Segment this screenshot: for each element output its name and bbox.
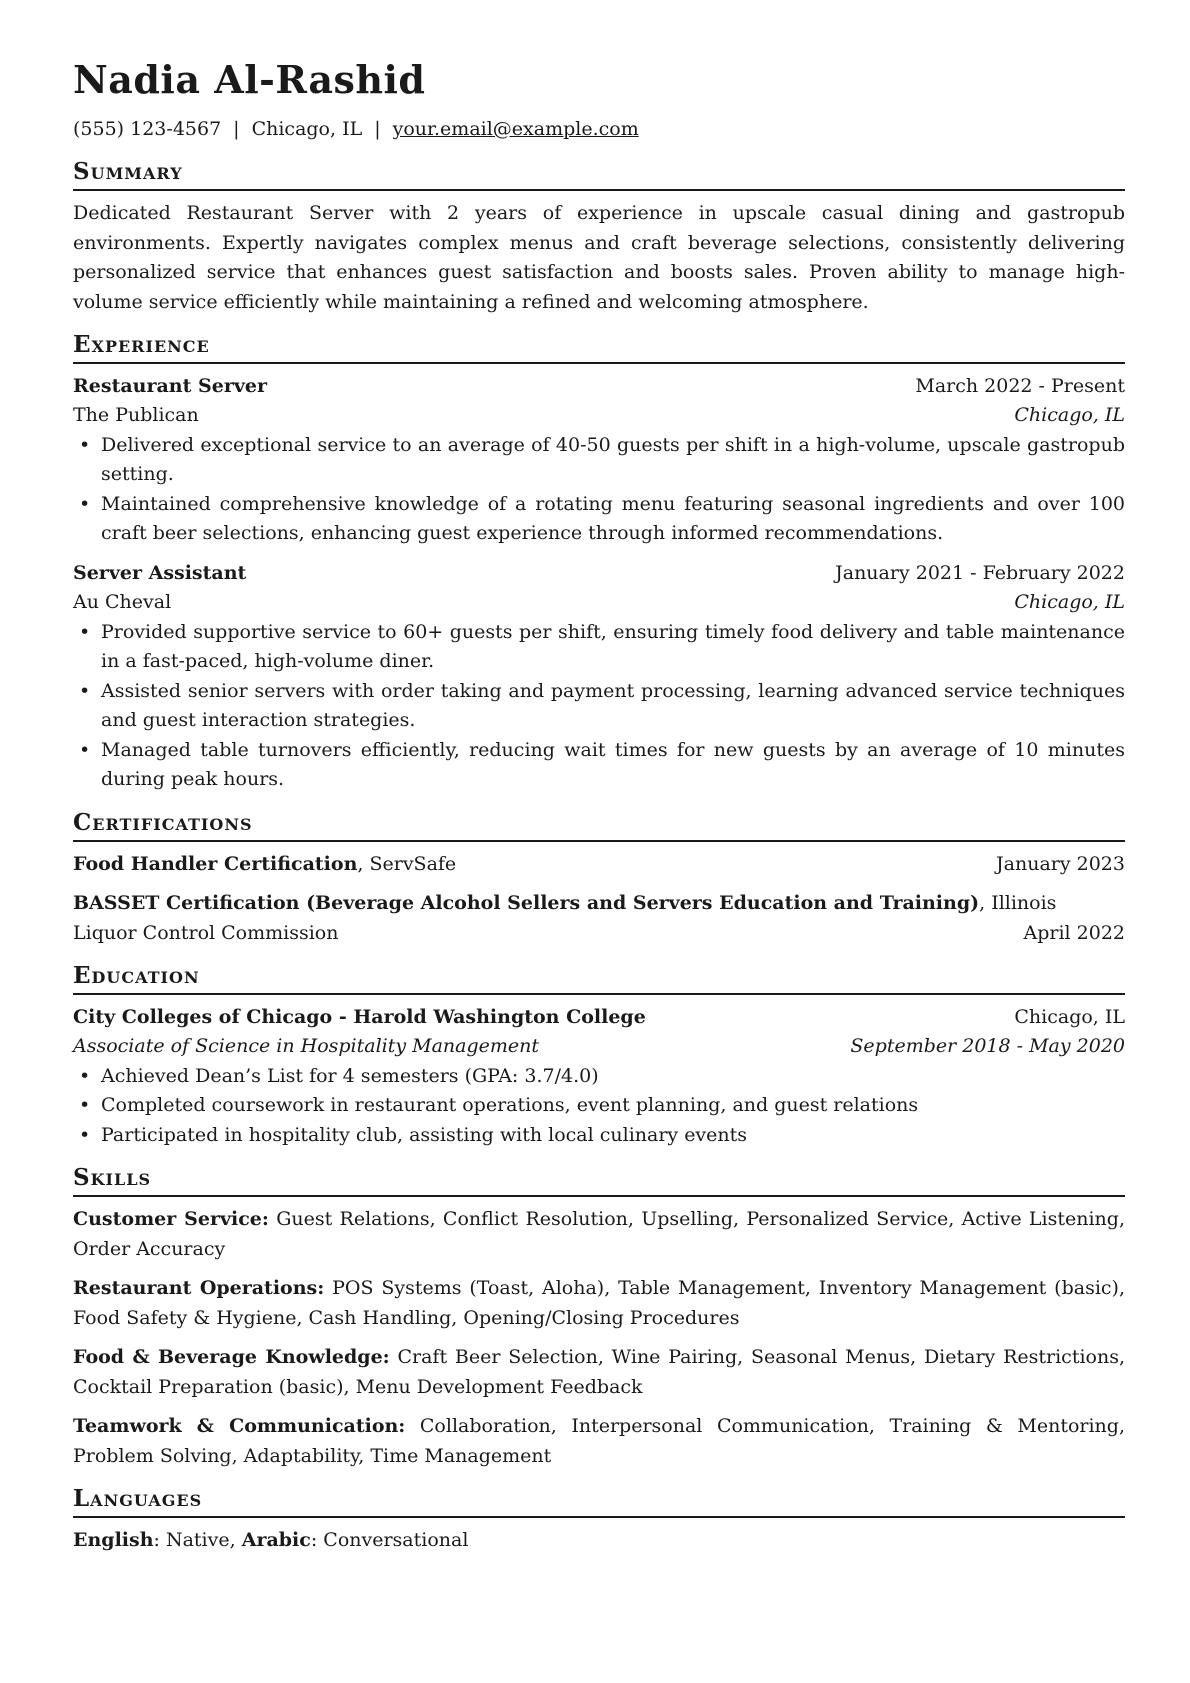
certification-name: BASSET Certification (Beverage Alcohol Sellers and Servers Education and Training)	[73, 892, 980, 915]
skill-group-label: Teamwork & Communication:	[73, 1415, 406, 1438]
job-role: Server Assistant	[73, 561, 247, 584]
job-header	[73, 372, 1125, 402]
degree-name: Associate of Science in Hospitality Management	[73, 1035, 540, 1058]
list-item	[73, 618, 1125, 677]
bullet-text: Completed coursework in restaurant operations, event planning, and guest relations	[101, 1094, 919, 1117]
list-item	[73, 1121, 1125, 1151]
education-dates: September 2018 - May 2020	[850, 1035, 1125, 1058]
job-company: The Publican	[73, 404, 199, 427]
skill-group	[73, 1412, 1125, 1471]
language-level: : Native,	[153, 1528, 242, 1551]
list-item	[73, 490, 1125, 549]
certification-item	[73, 889, 1125, 948]
list-item	[73, 736, 1125, 795]
bullet-text: Managed table turnovers efficiently, reducing wait times for new guests by an average of 10 minutes during peak hours.	[101, 738, 1125, 791]
bullet-text: Assisted senior servers with order taking and payment processing, learning advanced service techniques and guest interaction strategies.	[101, 679, 1125, 732]
certification-date: April 2022	[1023, 921, 1125, 944]
job-role: Restaurant Server	[73, 374, 267, 397]
job-dates: March 2022 - Present	[915, 374, 1125, 397]
language-level: : Conversational	[310, 1528, 469, 1551]
skill-group-label: Restaurant Operations:	[73, 1277, 325, 1300]
education-section	[73, 962, 1125, 1150]
phone-number: (555) 123-4567	[73, 117, 222, 140]
list-item	[73, 677, 1125, 736]
contact-separator: |	[233, 117, 240, 140]
skill-group-label: Food & Beverage Knowledge:	[73, 1346, 390, 1369]
bullet-text: Maintained comprehensive knowledge of a rotating menu featuring seasonal ingredients and over 100 craft beer selections, enhancing guest experience through informed recommendations.	[101, 492, 1125, 545]
job-entry	[73, 559, 1125, 795]
email-link[interactable]: your.email@example.com	[392, 117, 639, 140]
certification-item	[73, 850, 1125, 880]
bullet-text: Achieved Dean’s List for 4 semesters (GPA: 3.7/4.0)	[101, 1064, 599, 1087]
bullet-icon: •	[79, 1123, 91, 1146]
skill-group	[73, 1205, 1125, 1264]
certification-date: January 2023	[996, 852, 1125, 875]
skill-group	[73, 1274, 1125, 1333]
skill-group-label: Customer Service:	[73, 1208, 269, 1231]
job-bullets	[73, 431, 1125, 549]
bullet-text: Participated in hospitality club, assisting with local culinary events	[101, 1123, 748, 1146]
skill-group-text: Collaboration, Interpersonal Communication, Training & Mentoring, Problem Solving, Adaptability, Time Management	[73, 1415, 1125, 1467]
bullet-icon: •	[79, 492, 91, 515]
bullet-icon: •	[79, 620, 91, 643]
job-subheader	[73, 401, 1125, 431]
bullet-icon: •	[79, 738, 91, 761]
contact-line	[73, 116, 1125, 143]
list-item	[73, 431, 1125, 490]
bullet-text: Provided supportive service to 60+ guests per shift, ensuring timely food delivery and table maintenance in a fast-paced, high-volume diner.	[101, 620, 1125, 673]
bullet-text: Delivered exceptional service to an average of 40-50 guests per shift in a high-volume, upscale gastropub setting.	[101, 433, 1125, 486]
certification-issuer: , ServSafe	[357, 852, 457, 875]
skill-group-text: POS Systems (Toast, Aloha), Table Management, Inventory Management (basic), Food Safety & Hygiene, Cash Handling, Opening/Closing Procedures	[73, 1277, 1125, 1329]
education-header	[73, 1003, 1125, 1033]
bullet-icon: •	[79, 1094, 91, 1117]
skills-section	[73, 1164, 1125, 1471]
candidate-name: Nadia Al-Rashid	[73, 57, 426, 102]
experience-section	[73, 331, 1125, 795]
summary-section	[73, 158, 1125, 317]
bullet-icon: •	[79, 1064, 91, 1087]
location: Chicago, IL	[251, 117, 363, 140]
skill-group-text: Guest Relations, Conflict Resolution, Upselling, Personalized Service, Active Listening, Order Accuracy	[73, 1208, 1125, 1260]
section-title-summary: Summary	[73, 158, 1125, 191]
summary-text: Dedicated Restaurant Server with 2 years of experience in upscale casual dining and gastropub environments. Expertly navigates complex menus and craft beverage selections, consistently delivering personalized service that enhances guest satisfaction and boosts sales. Proven ability to manage high-volume service efficiently while maintaining a refined and welcoming atmosphere.	[73, 202, 1125, 313]
section-title-education: Education	[73, 962, 1125, 995]
list-item	[73, 1062, 1125, 1092]
resume-page	[73, 58, 1125, 1569]
certification-issuer: , Illinois Liquor Control Commission	[73, 892, 1057, 944]
bullet-icon: •	[79, 433, 91, 456]
job-dates: January 2021 - February 2022	[835, 561, 1125, 584]
language-name: English	[73, 1528, 154, 1551]
skill-group-text: Craft Beer Selection, Wine Pairing, Seasonal Menus, Dietary Restrictions, Cocktail Preparation (basic), Menu Development Feedback	[73, 1346, 1125, 1398]
list-item	[73, 1091, 1125, 1121]
school-name: City Colleges of Chicago - Harold Washington College	[73, 1005, 646, 1028]
job-company: Au Cheval	[73, 591, 172, 614]
school-location: Chicago, IL	[1014, 1005, 1125, 1028]
bullet-icon: •	[79, 679, 91, 702]
certifications-section	[73, 809, 1125, 948]
job-entry	[73, 372, 1125, 549]
contact-separator: |	[374, 117, 381, 140]
education-bullets	[73, 1062, 1125, 1151]
language-name: Arabic	[241, 1528, 311, 1551]
job-bullets	[73, 618, 1125, 795]
section-title-certifications: Certifications	[73, 809, 1125, 842]
languages-section	[73, 1485, 1125, 1555]
job-location: Chicago, IL	[1014, 591, 1125, 614]
certification-name: Food Handler Certification	[73, 852, 358, 875]
languages-line	[73, 1526, 1125, 1556]
skill-group	[73, 1343, 1125, 1402]
section-title-skills: Skills	[73, 1164, 1125, 1197]
education-subheader	[73, 1032, 1125, 1062]
section-title-experience: Experience	[73, 331, 1125, 364]
job-header	[73, 559, 1125, 589]
job-subheader	[73, 588, 1125, 618]
job-location: Chicago, IL	[1014, 404, 1125, 427]
section-title-languages: Languages	[73, 1485, 1125, 1518]
